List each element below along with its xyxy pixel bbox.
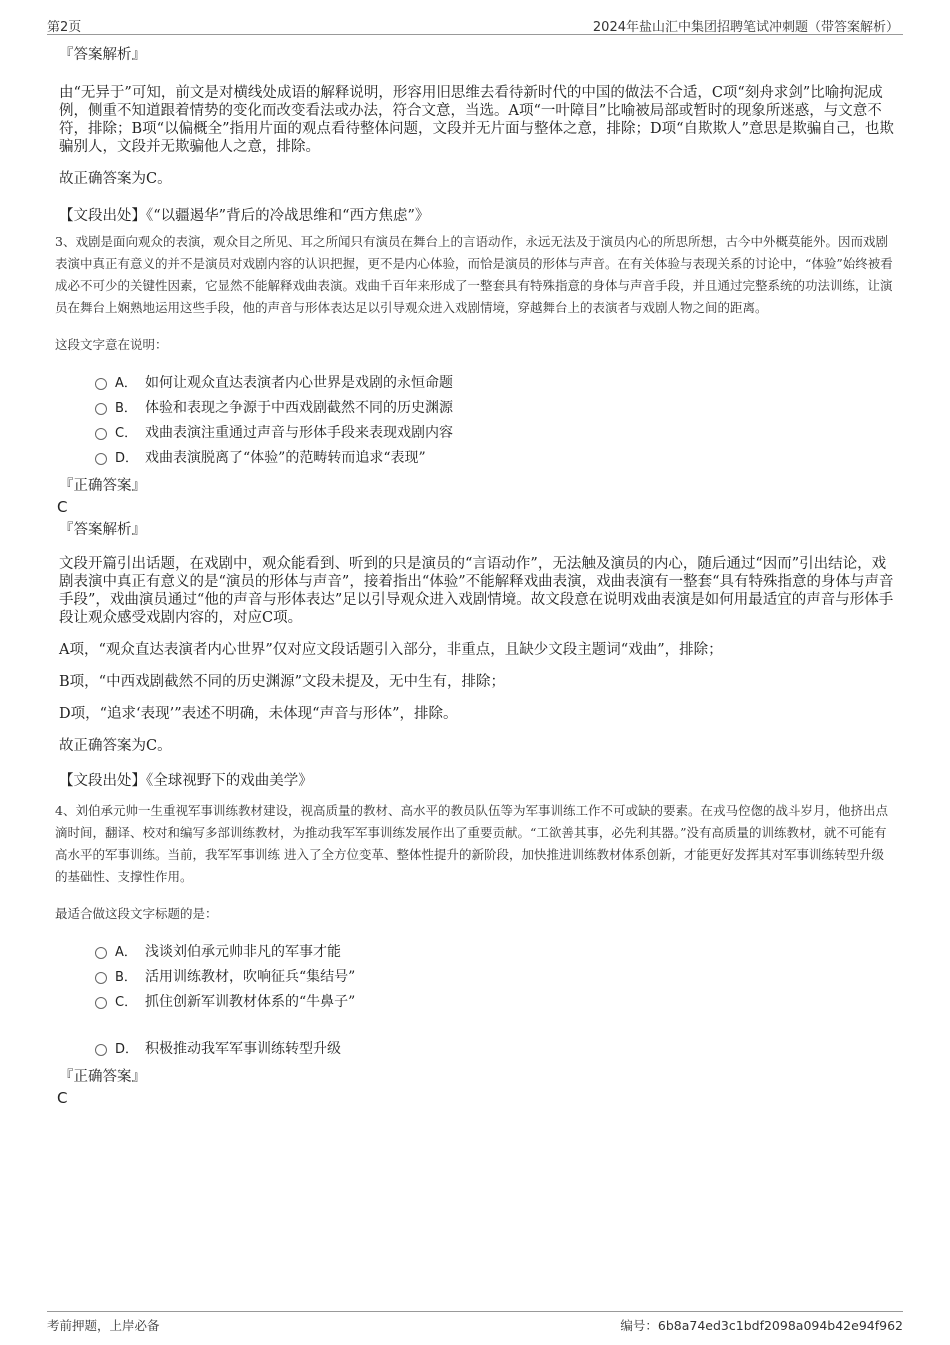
option-b[interactable] bbox=[95, 394, 895, 419]
option-letter: C． bbox=[115, 426, 138, 441]
option-c[interactable] bbox=[95, 419, 895, 444]
document-body bbox=[55, 44, 895, 1108]
radio-button[interactable] bbox=[95, 972, 107, 984]
source-citation: 【文段出处】《全球视野下的戏曲美学》 bbox=[59, 773, 313, 789]
answer-label: 『正确答案』 bbox=[59, 1069, 146, 1085]
option-letter: B． bbox=[115, 401, 137, 416]
conclusion: 故正确答案为C。 bbox=[59, 738, 172, 754]
option-letter: A． bbox=[115, 945, 137, 960]
radio-button[interactable] bbox=[95, 428, 107, 440]
option-text: 戏曲表演脱离了“体验”的范畴转而追求“表现” bbox=[145, 449, 426, 466]
radio-button[interactable] bbox=[95, 403, 107, 415]
analysis-option-a: A项，“观众直达表演者内心世界”仅对应文段话题引入部分，非重点，且缺少文段主题词“戏曲”，排除； bbox=[59, 642, 723, 658]
option-c[interactable] bbox=[95, 988, 895, 1013]
question-3-prompt: 这段文字意在说明： bbox=[55, 337, 168, 352]
radio-button[interactable] bbox=[95, 947, 107, 959]
option-a[interactable] bbox=[95, 369, 895, 394]
correct-answer: C bbox=[57, 1089, 68, 1107]
radio-button[interactable] bbox=[95, 378, 107, 390]
option-text: 戏曲表演注重通过声音与形体手段来表现戏剧内容 bbox=[145, 424, 453, 441]
option-letter: C． bbox=[115, 995, 138, 1010]
analysis-option-b: B项，“中西戏剧截然不同的历史渊源”文段未提及，无中生有，排除； bbox=[59, 674, 505, 690]
analysis-text: 由“无异于”可知，前文是对横线处成语的解释说明，形容用旧思维去看待新时代的中国的做法不合适，C项“刻舟求剑”比喻拘泥成例，侧重不知道跟着情势的变化而改变看法或办法，符合文意，当选。A项“一叶障目”比喻被局部或暂时的现象所迷惑，与文意不符，排除；B项“以偏概全”指用片面的观点看待整体问题，文段并无片面与整体之意，排除；D项“自欺欺人”意思是欺骗自己，也欺骗别人，文段并无欺骗他人之意，排除。 bbox=[59, 85, 894, 155]
radio-button[interactable] bbox=[95, 1044, 107, 1056]
analysis-label: 『答案解析』 bbox=[59, 47, 146, 63]
option-text: 如何让观众直达表演者内心世界是戏剧的永恒命题 bbox=[145, 374, 453, 391]
analysis-label: 『答案解析』 bbox=[59, 522, 146, 538]
conclusion: 故正确答案为C。 bbox=[59, 171, 172, 187]
document-code bbox=[620, 1316, 903, 1334]
option-text: 体验和表现之争源于中西戏剧截然不同的历史渊源 bbox=[145, 399, 453, 416]
option-b[interactable] bbox=[95, 963, 895, 988]
answer-label: 『正确答案』 bbox=[59, 478, 146, 494]
footer-slogan: 考前押题，上岸必备 bbox=[47, 1318, 160, 1333]
question-4-text: 4、刘伯承元帅一生重视军事训练教材建设，视高质量的教材、高水平的教员队伍等为军事训练工作不可或缺的要素。在戎马倥偬的战斗岁月，他挤出点滴时间，翻译、校对和编写多部训练教材，为推动我军军事训练发展作出了重要贡献。“工欲善其事，必先利其器。”没有高质量的训练教材，就不可能有高水平的军事训练。当前，我军军事训练 进入了全方位变革、整体性提升的新阶段，加快推进训练教材体系创新，才能更好发挥其对军事训练转型升级的基础性、支撑性作用。 bbox=[55, 803, 888, 884]
page-number: 第2页 bbox=[47, 20, 82, 35]
option-a[interactable] bbox=[95, 938, 895, 963]
correct-answer: C bbox=[57, 498, 68, 516]
option-letter: D． bbox=[115, 1042, 139, 1057]
option-letter: A． bbox=[115, 376, 137, 391]
page-footer bbox=[47, 1311, 903, 1334]
option-letter: D． bbox=[115, 451, 139, 466]
radio-button[interactable] bbox=[95, 453, 107, 465]
question-4-prompt: 最适合做这段文字标题的是： bbox=[55, 906, 218, 921]
option-d[interactable] bbox=[95, 1035, 895, 1060]
option-text: 活用训练教材，吹响征兵“集结号” bbox=[145, 968, 356, 985]
question-4-options bbox=[95, 938, 895, 1060]
analysis-text: 文段开篇引出话题，在戏剧中，观众能看到、听到的只是演员的“言语动作”，无法触及演员的内心，随后通过“因而”引出结论，戏剧表演中真正有意义的是“演员的形体与声音”，接着指出“体验”不能解释戏曲表演，戏曲表演有一整套“具有特殊指意的身体与声音手段”，戏曲演员通过“他的声音与形体表达”足以引导观众进入戏剧情境。故文段意在说明戏曲表演是如何用最适宜的声音与形体手段让观众感受戏剧内容的，对应C项。 bbox=[59, 556, 894, 626]
option-d[interactable] bbox=[95, 444, 895, 469]
document-title: 2024年盐山汇中集团招聘笔试冲刺题（带答案解析） bbox=[592, 20, 899, 35]
radio-button[interactable] bbox=[95, 997, 107, 1009]
analysis-option-d: D项，“追求‘表现’”表述不明确，未体现“声音与形体”，排除。 bbox=[59, 706, 458, 722]
option-letter: B． bbox=[115, 970, 137, 985]
option-text: 积极推动我军军事训练转型升级 bbox=[145, 1040, 341, 1057]
code-value: 6b8a74ed3c1bdf2098a094b42e94f962 bbox=[657, 1318, 903, 1333]
code-label: 编号： bbox=[620, 1318, 658, 1333]
option-text: 浅谈刘伯承元帅非凡的军事才能 bbox=[145, 943, 341, 960]
page-header bbox=[47, 14, 903, 35]
question-3-options bbox=[95, 369, 895, 469]
question-3-text: 3、戏剧是面向观众的表演，观众目之所见、耳之所闻只有演员在舞台上的言语动作，永远无法及于演员内心的所思所想，古今中外概莫能外。因而戏剧表演中真正有意义的并不是演员对戏剧内容的认识把握，更不是内心体验，而恰是演员的形体与声音。在有关体验与表现关系的讨论中，“体验”始终被看成必不可少的关键性因素，它显然不能解释戏曲表演。戏曲千百年来形成了一整套具有特殊指意的身体与声音手段，并且通过完整系统的功法训练，让演员在舞台上娴熟地运用这些手段，他的声音与形体表达足以引导观众进入戏剧情境，穿越舞台上的表演者与戏剧人物之间的距离。 bbox=[55, 234, 893, 315]
source-citation: 【文段出处】《“以疆遏华”背后的冷战思维和“西方焦虑”》 bbox=[59, 208, 430, 224]
option-text: 抓住创新军训教材体系的“牛鼻子” bbox=[145, 993, 356, 1010]
